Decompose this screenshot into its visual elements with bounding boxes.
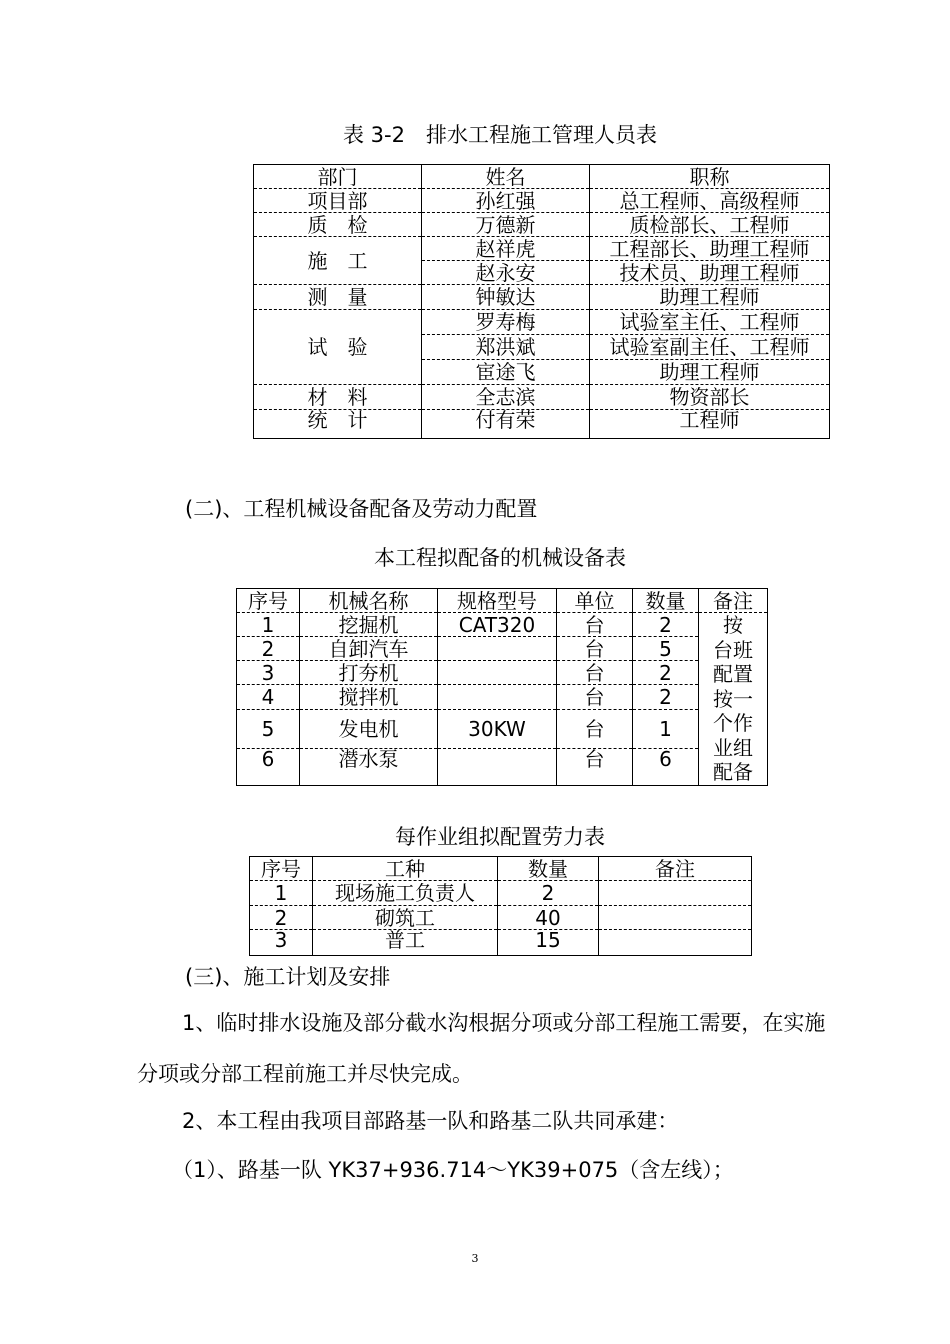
header-remark: 备注 (699, 589, 768, 613)
qty-cell: 15 (498, 930, 599, 956)
unit-cell: 台 (557, 661, 633, 685)
no-cell: 1 (250, 881, 313, 906)
header-trade: 工种 (313, 857, 498, 881)
no-cell: 3 (250, 930, 313, 956)
table-header-row (250, 857, 752, 881)
table-row (237, 710, 768, 749)
remark-line: 按 (723, 613, 743, 637)
table-row (250, 906, 752, 930)
table-row (254, 189, 830, 213)
no-cell: 5 (237, 710, 300, 749)
title-cell: 助理工程师 (590, 285, 830, 310)
paragraph-1-line-2: 分项或分部工程前施工并尽快完成。 (137, 1062, 473, 1086)
unit-cell: 台 (557, 613, 633, 637)
table-row (250, 881, 752, 906)
remark-line: 个作 (713, 711, 753, 735)
header-dept: 部门 (317, 164, 358, 189)
table-row (254, 385, 830, 410)
machine-name-cell: 自卸汽车 (300, 637, 438, 661)
remark-cell (699, 613, 768, 786)
name-cell: 赵祥虎 (422, 237, 590, 261)
machine-name-cell: 挖掘机 (300, 613, 438, 637)
title-cell: 工程师 (590, 410, 830, 439)
table-row (250, 930, 752, 956)
section-2-heading: (二)、工程机械设备配备及劳动力配置 (185, 497, 538, 521)
name-cell: 宦途飞 (422, 360, 590, 385)
name-cell: 全志滨 (422, 385, 590, 410)
unit-cell: 台 (557, 710, 633, 749)
dept-cell: 统 计 (254, 410, 422, 439)
table-row (237, 749, 768, 785)
note-cell (599, 930, 752, 956)
name-cell: 孙红强 (422, 189, 590, 213)
title-cell: 总工程师、高级程师 (590, 189, 830, 213)
equipment-table (236, 588, 768, 786)
machine-name-cell: 发电机 (300, 710, 438, 749)
table-row (254, 310, 830, 335)
table-row (254, 237, 830, 261)
remark-line: 按一 (713, 686, 753, 711)
dept-cell: 质 检 (254, 213, 422, 237)
title-cell: 物资部长 (590, 385, 830, 410)
qty-cell: 2 (633, 685, 699, 710)
table-row (254, 213, 830, 237)
section-3-heading: (三)、施工计划及安排 (185, 965, 391, 989)
labor-table-caption: 每作业组拟配置劳力表 (395, 825, 605, 849)
remark-line: 配置 (713, 662, 753, 686)
paragraph-3: （1）、路基一队 YK37+936.714～YK39+075（含左线）； (172, 1158, 734, 1182)
header-unit: 单位 (557, 589, 633, 613)
name-cell: 付有荣 (422, 410, 590, 439)
dept-cell: 试 验 (254, 310, 422, 385)
header-no: 序号 (248, 588, 288, 613)
table-header-row (237, 589, 768, 613)
no-cell: 1 (237, 613, 300, 637)
no-cell: 2 (250, 906, 313, 930)
remark-line: 配备 (713, 760, 753, 784)
title-cell: 试验室主任、工程师 (590, 310, 830, 335)
dept-cell: 材 料 (254, 385, 422, 410)
name-cell: 万德新 (422, 213, 590, 237)
table-row (254, 285, 830, 310)
qty-cell: 2 (633, 661, 699, 685)
table-row (237, 685, 768, 710)
page-number: 3 (471, 1252, 479, 1265)
header-no: 序号 (261, 856, 301, 881)
qty-cell: 6 (633, 749, 699, 785)
qty-cell: 5 (633, 637, 699, 661)
spec-cell: CAT320 (438, 613, 557, 637)
header-qty: 数量 (498, 857, 599, 881)
remark-line: 业组 (713, 735, 753, 760)
staff-table-caption: 表 3-2 排水工程施工管理人员表 (343, 123, 657, 147)
machine-name-cell: 打夯机 (300, 661, 438, 685)
header-name: 姓名 (422, 165, 590, 189)
title-cell: 试验室副主任、工程师 (590, 335, 830, 360)
spec-cell (438, 661, 557, 685)
machine-name-cell: 搅拌机 (300, 685, 438, 710)
no-cell: 4 (237, 685, 300, 710)
no-cell: 6 (237, 749, 300, 785)
header-title: 职称 (590, 165, 830, 189)
labor-table (249, 856, 752, 956)
header-note: 备注 (599, 857, 752, 881)
equipment-table-caption: 本工程拟配备的机械设备表 (374, 546, 626, 570)
spec-cell (438, 637, 557, 661)
dept-cell: 施 工 (254, 237, 422, 285)
qty-cell: 2 (498, 881, 599, 906)
no-cell: 2 (237, 637, 300, 661)
title-cell: 工程部长、助理工程师 (590, 237, 830, 261)
name-cell: 郑洪斌 (422, 335, 590, 360)
note-cell (599, 906, 752, 930)
table-row (237, 613, 768, 637)
qty-cell: 1 (633, 710, 699, 749)
header-qty: 数量 (633, 589, 699, 613)
machine-name-cell: 潜水泵 (300, 749, 438, 785)
spec-cell (438, 685, 557, 710)
note-cell (599, 881, 752, 906)
table-row (254, 410, 830, 439)
qty-cell: 2 (633, 613, 699, 637)
staff-table (253, 164, 830, 439)
table-row (237, 661, 768, 685)
name-cell: 罗寿梅 (422, 310, 590, 335)
table-row (237, 637, 768, 661)
dept-cell: 测 量 (254, 285, 422, 310)
title-cell: 技术员、助理工程师 (590, 261, 830, 285)
paragraph-1-line-1: 1、临时排水设施及部分截水沟根据分项或分部工程施工需要，在实施 (182, 1011, 826, 1035)
header-spec: 规格型号 (438, 589, 557, 613)
header-machine-name: 机械名称 (300, 589, 438, 613)
paragraph-2: 2、本工程由我项目部路基一队和路基二队共同承建： (182, 1109, 679, 1133)
trade-cell: 现场施工负责人 (313, 881, 498, 906)
qty-cell: 40 (498, 906, 599, 930)
dept-cell: 项目部 (254, 189, 422, 213)
name-cell: 赵永安 (422, 261, 590, 285)
spec-cell: 30KW (438, 710, 557, 749)
trade-cell: 普工 (313, 930, 498, 956)
title-cell: 质检部长、工程师 (590, 213, 830, 237)
trade-cell: 砌筑工 (313, 906, 498, 930)
no-cell: 3 (237, 661, 300, 685)
remark-line: 台班 (713, 637, 753, 662)
unit-cell: 台 (557, 637, 633, 661)
name-cell: 钟敏达 (422, 285, 590, 310)
title-cell: 助理工程师 (590, 360, 830, 385)
unit-cell: 台 (557, 685, 633, 710)
table-header-row (254, 165, 830, 189)
unit-cell: 台 (557, 749, 633, 785)
spec-cell (438, 749, 557, 785)
